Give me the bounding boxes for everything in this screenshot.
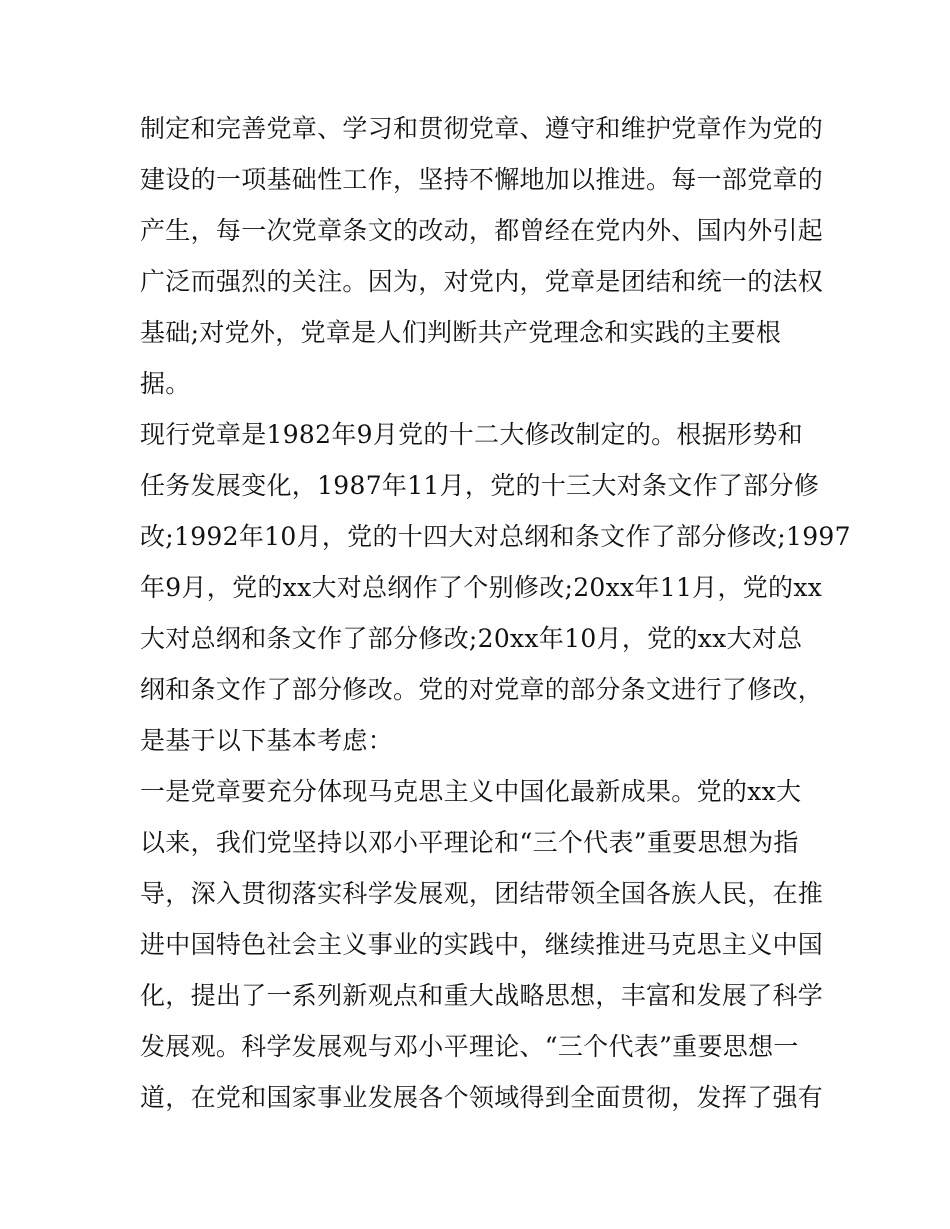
text-line: 纲和条文作了部分修改。党的对党章的部分条文进行了修改， — [140, 675, 824, 704]
text-line: 化，提出了一系列新观点和重大战略思想，丰富和发展了科学 — [140, 981, 824, 1010]
document-body — [140, 103, 851, 1123]
text-line: 广泛而强烈的关注。因为，对党内，党章是团结和统一的法权 — [140, 267, 824, 296]
text-line: 一是党章要充分体现马克思主义中国化最新成果。党的xx大 — [140, 777, 802, 806]
text-line: 道，在党和国家事业发展各个领域得到全面贯彻，发挥了强有 — [140, 1083, 824, 1112]
text-line: 据。 — [140, 369, 191, 398]
text-line: 建设的一项基础性工作，坚持不懈地加以推进。每一部党章的 — [140, 165, 824, 194]
text-line: 是基于以下基本考虑： — [140, 726, 394, 755]
text-line: 大对总纲和条文作了部分修改;20xx年10月，党的xx大对总 — [140, 624, 803, 653]
text-line: 基础;对党外，党章是人们判断共产党理念和实践的主要根 — [140, 318, 782, 347]
text-line: 现行党章是1982年9月党的十二大修改制定的。根据形势和 — [140, 420, 803, 449]
text-line: 发展观。科学发展观与邓小平理论、“三个代表”重要思想一 — [140, 1032, 799, 1061]
text-line: 年9月，党的xx大对总纲作了个别修改;20xx年11月，党的xx — [140, 573, 823, 602]
text-line: 改;1992年10月，党的十四大对总纲和条文作了部分修改;1997 — [140, 522, 851, 551]
text-line: 导，深入贯彻落实科学发展观，团结带领全国各族人民，在推 — [140, 879, 824, 908]
text-line: 产生，每一次党章条文的改动，都曾经在党内外、国内外引起 — [140, 216, 824, 245]
text-line: 以来，我们党坚持以邓小平理论和“三个代表”重要思想为指 — [140, 828, 799, 857]
text-line: 任务发展变化，1987年11月，党的十三大对条文作了部分修 — [140, 471, 820, 500]
text-line: 进中国特色社会主义事业的实践中，继续推进马克思主义中国 — [140, 930, 824, 959]
text-line: 制定和完善党章、学习和贯彻党章、遵守和维护党章作为党的 — [140, 114, 824, 143]
